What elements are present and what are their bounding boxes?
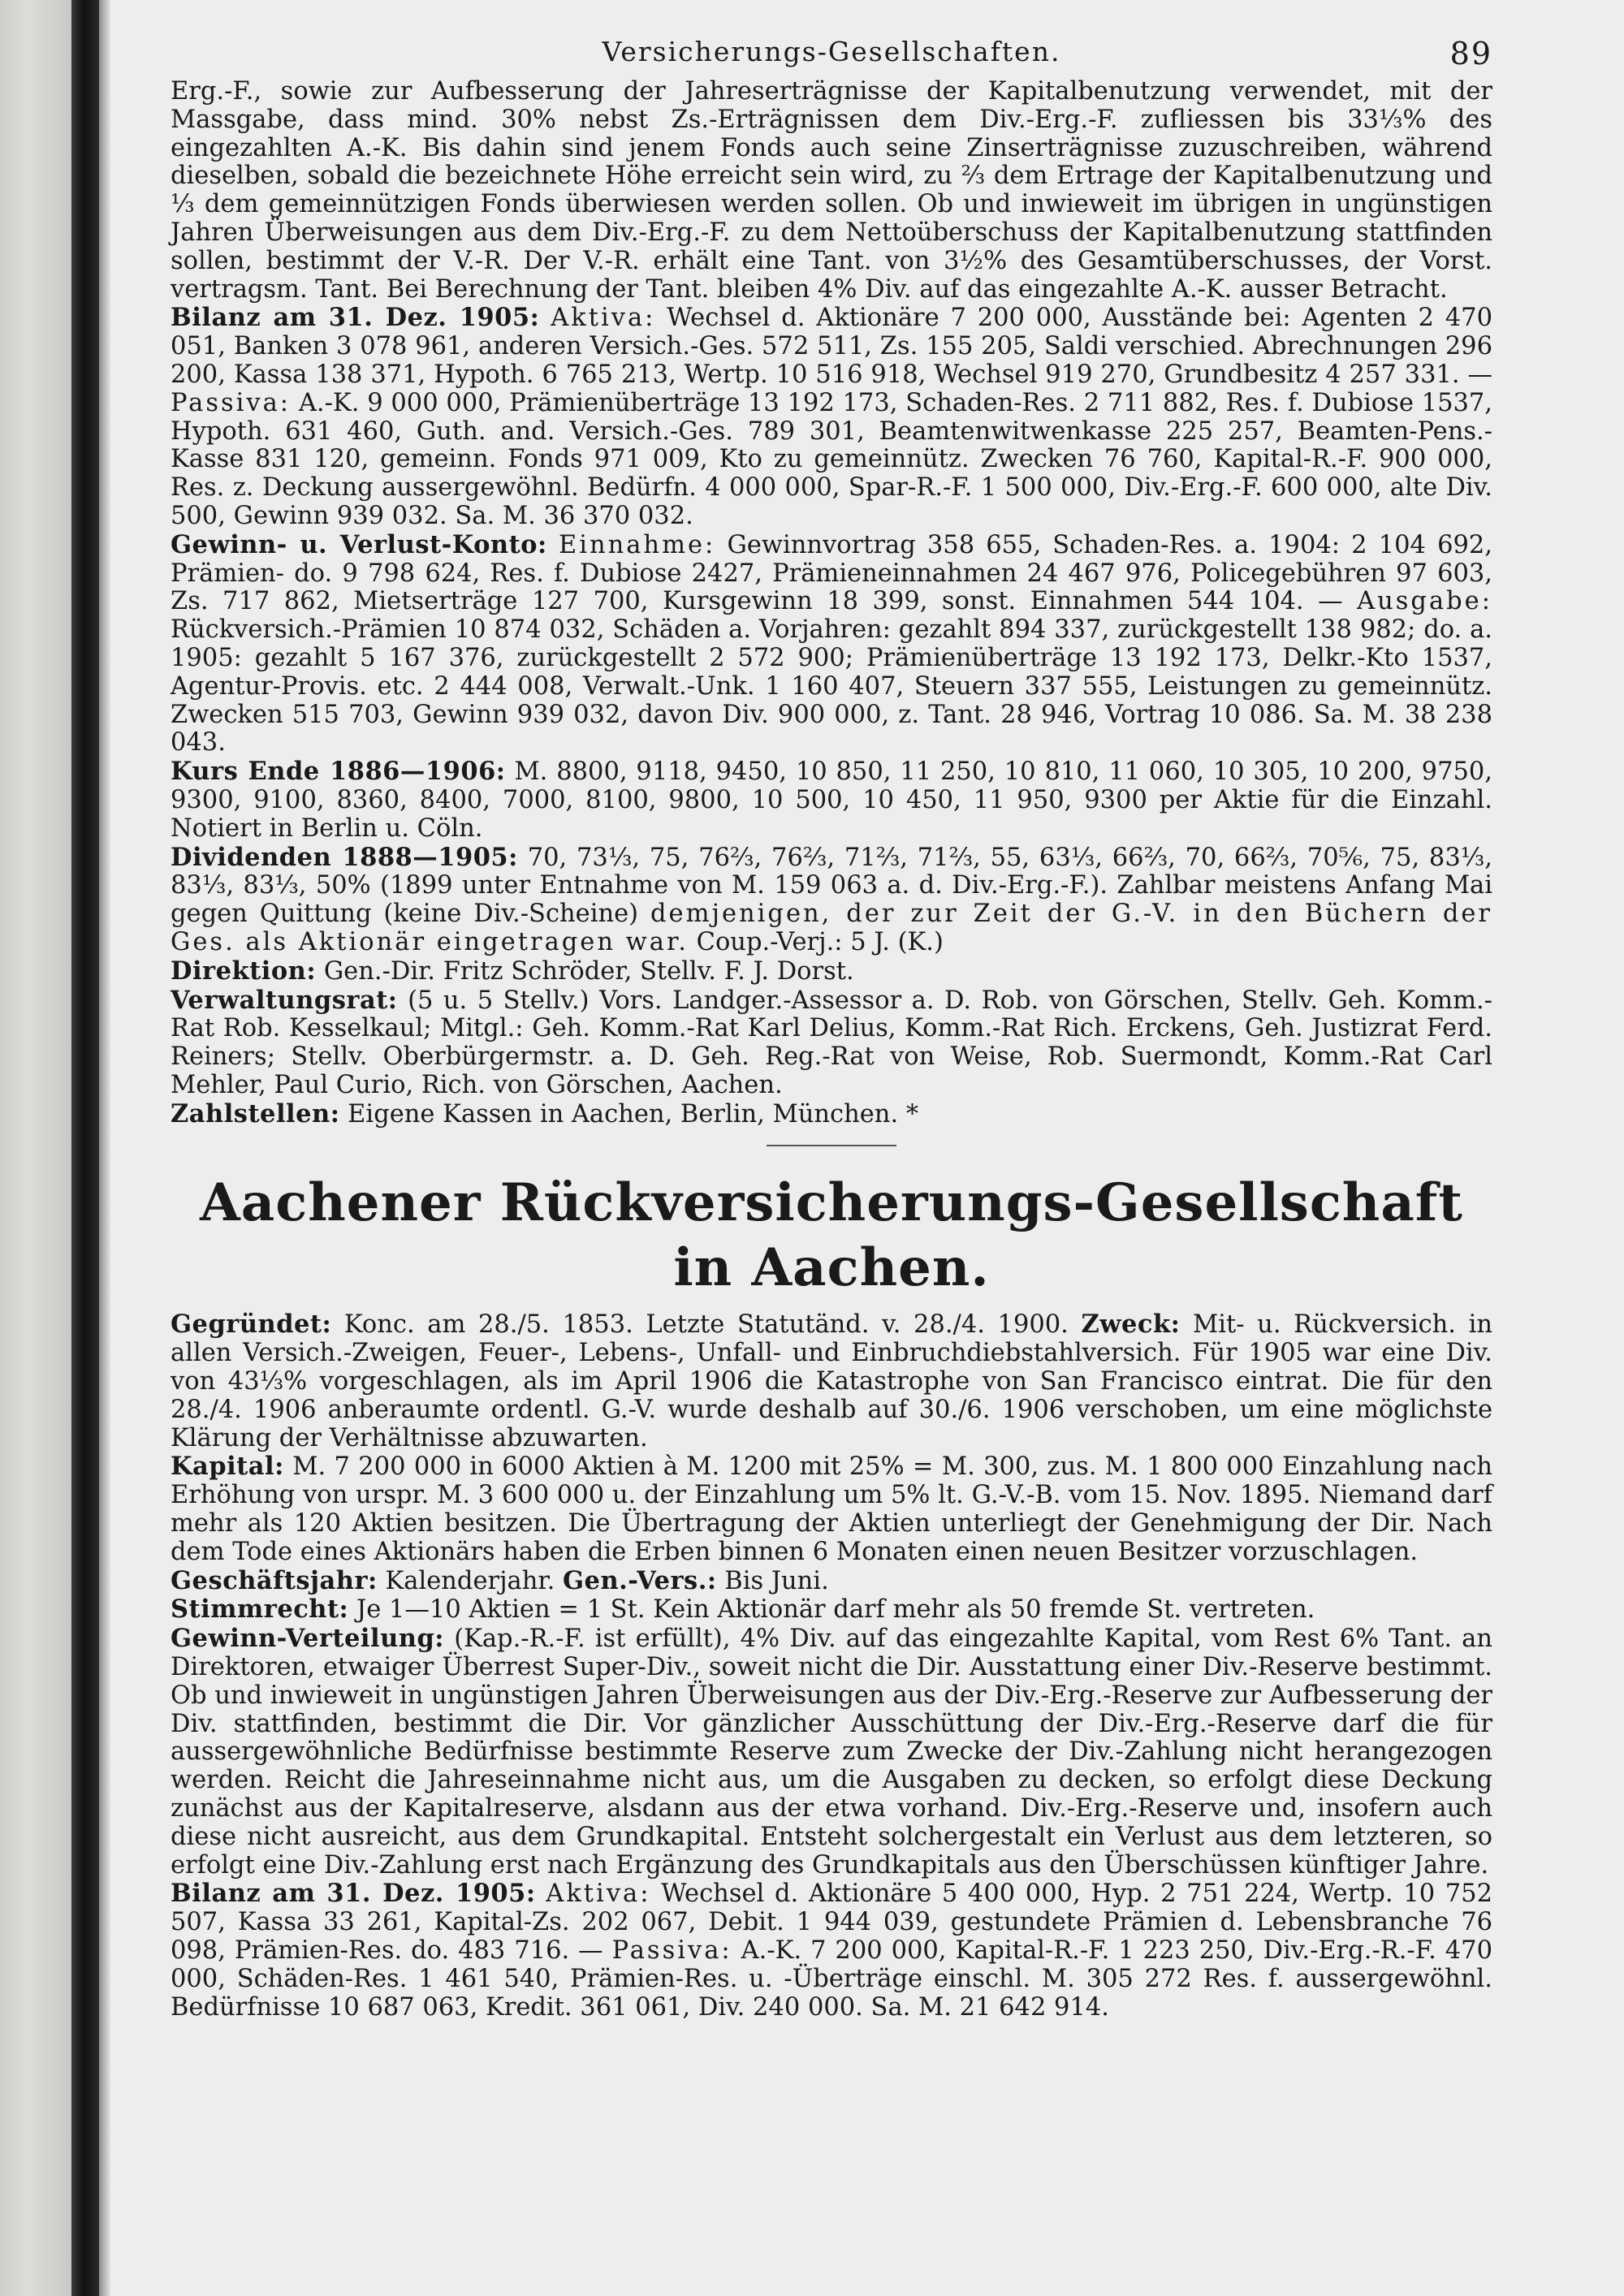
bilanz-passiva-text: A.-K. 9 000 000, Prämienüberträge 13 192 173, Schaden-Res. 2 711 882, Res. f. Dubiose 1537, Hypoth. 631 460, Guth. and. Versich.-Ges. 789 301, Beamtenwitwenkasse 225 257, Beamten-Pens.-Kasse 831 120, gemeinn. Fonds 971 009, Kto zu gemeinnütz. Zwecken 76 760, Kapital-R.-F. 900 000, Res. z. Deckung aussergewöhnl. Bedürfn. 4 000 000, Spar-R.-F. 1 500 000, Div.-Erg.-F. 600 000, alte Div. 500, Gewinn 939 032. Sa. M. 36 370 032. <box>171 388 1492 530</box>
label-ausgabe: Ausgabe: <box>1357 587 1492 616</box>
guv-einnahme-text: Gewinnvortrag 358 655, Schaden-Res. a. 1904: 2 104 692, Prämien- do. 9 798 624, Res. f. Dubiose 2427, Prämieneinnahmen 24 467 976, Policegebühren 97 603, Zs. 717 862, Mietserträge 127 700, Kursgewinn 18 399, sonst. Einnahmen 544 104. — <box>171 530 1492 616</box>
geschaeftsjahr-text: Kalenderjahr. <box>385 1566 555 1595</box>
stimmrecht-text: Je 1—10 Aktien = 1 St. Kein Aktionär darf mehr als 50 fremde St. vertreten. <box>356 1595 1315 1625</box>
paragraph-guv <box>171 531 1492 757</box>
book-gutter <box>99 0 110 2296</box>
dividenden-text-a: 70, 73⅓, 75, 76⅔, 76⅔, 71⅔, 71⅔, 55, 63⅓, 66⅔, 70, 66⅔, 70⁵⁄₆, 75, 83⅓, 83⅓, 83⅓, 50% (1899 unter Entnahme von M. 159 063 a. d. Div.-Erg.-F.). Zahlbar meistens Anfang Mai gegen Quittung (keine Div.-Scheine) <box>171 843 1492 929</box>
rubric-direktion: Direktion: <box>171 956 317 986</box>
gewinn-verteilung-text: (Kap.-R.-F. ist erfüllt), 4% Div. auf das eingezahlte Kapital, vom Rest 6% Tant. an Direktoren, etwaiger Überrest Super-Div., soweit nicht die Dir. Ausstattung einer Div.-Reserve bestimmt. Ob und inwieweit in ungünstigen Jahren Überweisungen aus der Div.-Erg.-Reserve zur Aufbesserung der Div. stattfinden, bestimmt die Dir. Vor gänzlicher Ausschüttung der Div.-Erg.-Reserve darf die für aussergewöhnliche Bedürfnisse bestimmte Reserve zum Zwecke der Div.-Zahlung nicht herangezogen werden. Reicht die Jahreseinnahme nicht aus, um die Ausgaben zu decken, so erfolgt diese Deckung zunächst aus der Kapitalreserve, alsdann aus der etwa vorhand. Div.-Erg.-Reserve und, insofern auch diese nicht ausreicht, aus dem Grundkapital. Entsteht solchergestalt ein Verlust aus dem letzteren, so erfolgt eine Div.-Zahlung erst nach Ergänzung des Grundkapitals aus den Überschüssen künftiger Jahre. <box>171 1625 1492 1880</box>
rubric-verwaltungsrat: Verwaltungsrat: <box>171 985 398 1015</box>
rubric-bilanz: Bilanz am 31. Dez. 1905: <box>171 303 540 333</box>
paragraph-direktion <box>171 957 1492 986</box>
rubric-dividenden: Dividenden 1888—1905: <box>171 842 518 872</box>
paragraph-zahlstellen <box>171 1100 1492 1129</box>
page <box>171 29 1492 2022</box>
paragraph-gegruendet <box>171 1310 1492 1452</box>
label-aktiva-2: Aktiva: <box>546 1880 651 1909</box>
kurs-text: M. 8800, 9118, 9450, 10 850, 11 250, 10 810, 11 060, 10 305, 10 200, 9750, 9300, 9100, 8360, 8400, 7000, 8100, 9800, 10 500, 10 450, 11 950, 9300 per Aktie für die Einzahl. Notiert in Berlin u. Cöln. <box>171 757 1492 843</box>
paragraph-stimmrecht <box>171 1595 1492 1625</box>
rubric-gewinn-verteilung: Gewinn-Verteilung: <box>171 1624 445 1654</box>
kapital-text: M. 7 200 000 in 6000 Aktien à M. 1200 mit 25% = M. 300, zus. M. 1 800 000 Einzahlung nach Erhöhung von urspr. M. 3 600 000 u. der Einzahlung um 5% lt. G.-V.-B. vom 15. Nov. 1895. Niemand darf mehr als 120 Aktien besitzen. Die Übertragung der Aktien unterliegt der Genehmigung der Dir. Nach dem Tode eines Aktionärs haben die Erben binnen 6 Monaten einen neuen Besitzer vorzuschlagen. <box>171 1452 1492 1566</box>
rubric-kurs: Kurs Ende 1886—1906: <box>171 757 506 787</box>
paragraph-kapital <box>171 1452 1492 1566</box>
zahlstellen-text: Eigene Kassen in Aachen, Berlin, München. * <box>348 1099 919 1129</box>
zweck-text: Mit- u. Rückversich. in allen Versich.-Zweigen, Feuer-, Lebens-, Unfall- und Einbruchdiebstahlversich. Für 1905 war eine Div. von 43⅓% vorgeschlagen, als im April 1906 die Katastrophe von San Francisco eintrat. Die für den 28./4. 1906 anberaumte ordentl. G.-V. wurde deshalb auf 30./6. 1906 verschoben, um eine möglichste Klärung der Verhältnisse abzuwarten. <box>171 1310 1493 1452</box>
guv-ausgabe-text: Rückversich.-Prämien 10 874 032, Schäden a. Vorjahren: gezahlt 894 337, zurückgestellt 138 982; do. a. 1905: gezahlt 5 167 376, zurückgestellt 2 572 900; Prämienüberträge 13 192 173, Delkr.-Kto 1537, Agentur-Provis. etc. 2 444 008, Verwalt.-Unk. 1 160 407, Steuern 337 555, Leistungen zu gemeinnütz. Zwecken 515 703, Gewinn 939 032, davon Div. 900 000, z. Tant. 28 946, Vortrag 10 086. Sa. M. 38 238 043. <box>171 615 1492 757</box>
section-divider <box>767 1145 896 1146</box>
company-title: Aachener Rückversicherungs-Gesellschaft in Aachen. <box>200 1172 1463 1299</box>
rubric-gegruendet: Gegründet: <box>171 1310 332 1340</box>
label-aktiva: Aktiva: <box>551 304 656 333</box>
label-einnahme: Einnahme: <box>558 530 716 559</box>
rubric-kapital: Kapital: <box>171 1452 284 1482</box>
dividenden-text-b: Coup.-Verj.: 5 J. (K.) <box>696 927 944 956</box>
paragraph-intro: Erg.-F., sowie zur Aufbesserung der Jahreserträgnisse der Kapitalbenutzung verwendet, mit der Massgabe, dass mind. 30% nebst Zs.-Erträgnissen dem Div.-Erg.-F. zufliessen bis 33⅓% des eingezahlten A.-K. Bis dahin sind jenem Fonds auch seine Zinserträgnisse zuzuschreiben, während dieselben, sobald die bezeichnete Höhe erreicht sein wird, zu ⅔ dem Ertrage der Kapitalbenutzung und ⅓ dem gemeinnützigen Fonds überwiesen werden sollen. Ob und inwieweit im übrigen in ungünstigen Jahren Überweisungen aus dem Div.-Erg.-F. zu dem Nettoüberschuss der Kapitalbenutzung stattfinden sollen, bestimmt der V.-R. Der V.-R. erhält eine Tant. von 3½% des Gesamtüberschusses, der Vorst. vertragsm. Tant. Bei Berechnung der Tant. bleiben 4% Div. auf das eingezahlte A.-K. ausser Betracht. <box>171 77 1492 304</box>
genvers-text: Bis Juni. <box>724 1566 829 1595</box>
rubric-stimmrecht: Stimmrecht: <box>171 1595 349 1625</box>
rubric-bilanz-2: Bilanz am 31. Dez. 1905: <box>171 1879 536 1909</box>
section-aachener-rueckversicherung <box>171 1310 1492 2022</box>
gegruendet-text: Konc. am 28./5. 1853. Letzte Statutänd. v. 28./4. 1900. <box>343 1310 1069 1340</box>
label-passiva-2: Passiva: <box>611 1936 732 1966</box>
paragraph-bilanz <box>171 304 1492 530</box>
paragraph-kurs <box>171 757 1492 843</box>
bilanz-passiva-text-2: A.-K. 7 200 000, Kapital-R.-F. 1 223 250, Div.-Erg.-R.-F. 470 000, Schäden-Res. 1 461 540, Prämien-Res. u. -Überträge einschl. M. 305 272 Res. f. aussergewöhnl. Bedürfnisse 10 687 063, Kredit. 361 061, Div. 240 000. Sa. M. 21 642 914. <box>171 1936 1492 2022</box>
paragraph-gewinn-verteilung <box>171 1625 1492 1880</box>
book-spine-shadow <box>71 0 99 2296</box>
page-number: 89 <box>1449 36 1492 71</box>
verwaltungsrat-text: (5 u. 5 Stellv.) Vors. Landger.-Assessor a. D. Rob. von Görschen, Stellv. Geh. Komm.-Rat Rob. Kesselkaul; Mitgl.: Geh. Komm.-Rat Karl Delius, Komm.-Rat Rich. Erckens, Geh. Justizrat Ferd. Reiners; Stellv. Oberbürgermstr. a. D. Geh. Reg.-Rat von Weise, Rob. Suermondt, Komm.-Rat Carl Mehler, Paul Curio, Rich. von Görschen, Aachen. <box>171 986 1492 1099</box>
bilanz-aktiva-text: Wechsel d. Aktionäre 7 200 000, Ausstände bei: Agenten 2 470 051, Banken 3 078 961, anderen Versich.-Ges. 572 511, Zs. 155 205, Saldi verschied. Abrechnungen 296 200, Kassa 138 371, Hypoth. 6 765 213, Wertp. 10 516 918, Wechsel 919 270, Grundbesitz 4 257 331. — <box>171 304 1492 389</box>
paragraph-verwaltungsrat <box>171 986 1492 1100</box>
rubric-geschaeftsjahr: Geschäftsjahr: <box>171 1565 378 1595</box>
rubric-guv: Gewinn- u. Verlust-Konto: <box>171 529 547 559</box>
bilanz-aktiva-text-2: Wechsel d. Aktionäre 5 400 000, Hyp. 2 751 224, Wertp. 10 752 507, Kassa 33 261, Kapital-Zs. 202 067, Debit. 1 944 039, gestundete Prämien d. Lebensbranche 76 098, Prämien-Res. do. 483 716. — <box>171 1880 1492 1966</box>
running-title: Versicherungs-Gesellschaften. <box>602 36 1061 67</box>
label-passiva: Passiva: <box>171 388 292 417</box>
rubric-zahlstellen: Zahlstellen: <box>171 1098 340 1129</box>
section-previous-company <box>171 78 1492 1129</box>
rubric-zweck: Zweck: <box>1081 1310 1181 1340</box>
paragraph-geschaeftsjahr <box>171 1567 1492 1596</box>
direktion-text: Gen.-Dir. Fritz Schröder, Stellv. F. J. Dorst. <box>323 956 854 986</box>
rubric-genvers: Gen.-Vers.: <box>563 1565 717 1595</box>
scan-left-margin <box>0 0 71 2296</box>
dividenden-text-spaced: demjenigen, der zur Zeit der G.-V. in den Büchern der Ges. als Aktionär eingetragen war. <box>171 900 1492 956</box>
paragraph-bilanz-2 <box>171 1880 1492 2022</box>
paragraph-dividenden <box>171 844 1492 957</box>
running-head <box>171 29 1492 78</box>
